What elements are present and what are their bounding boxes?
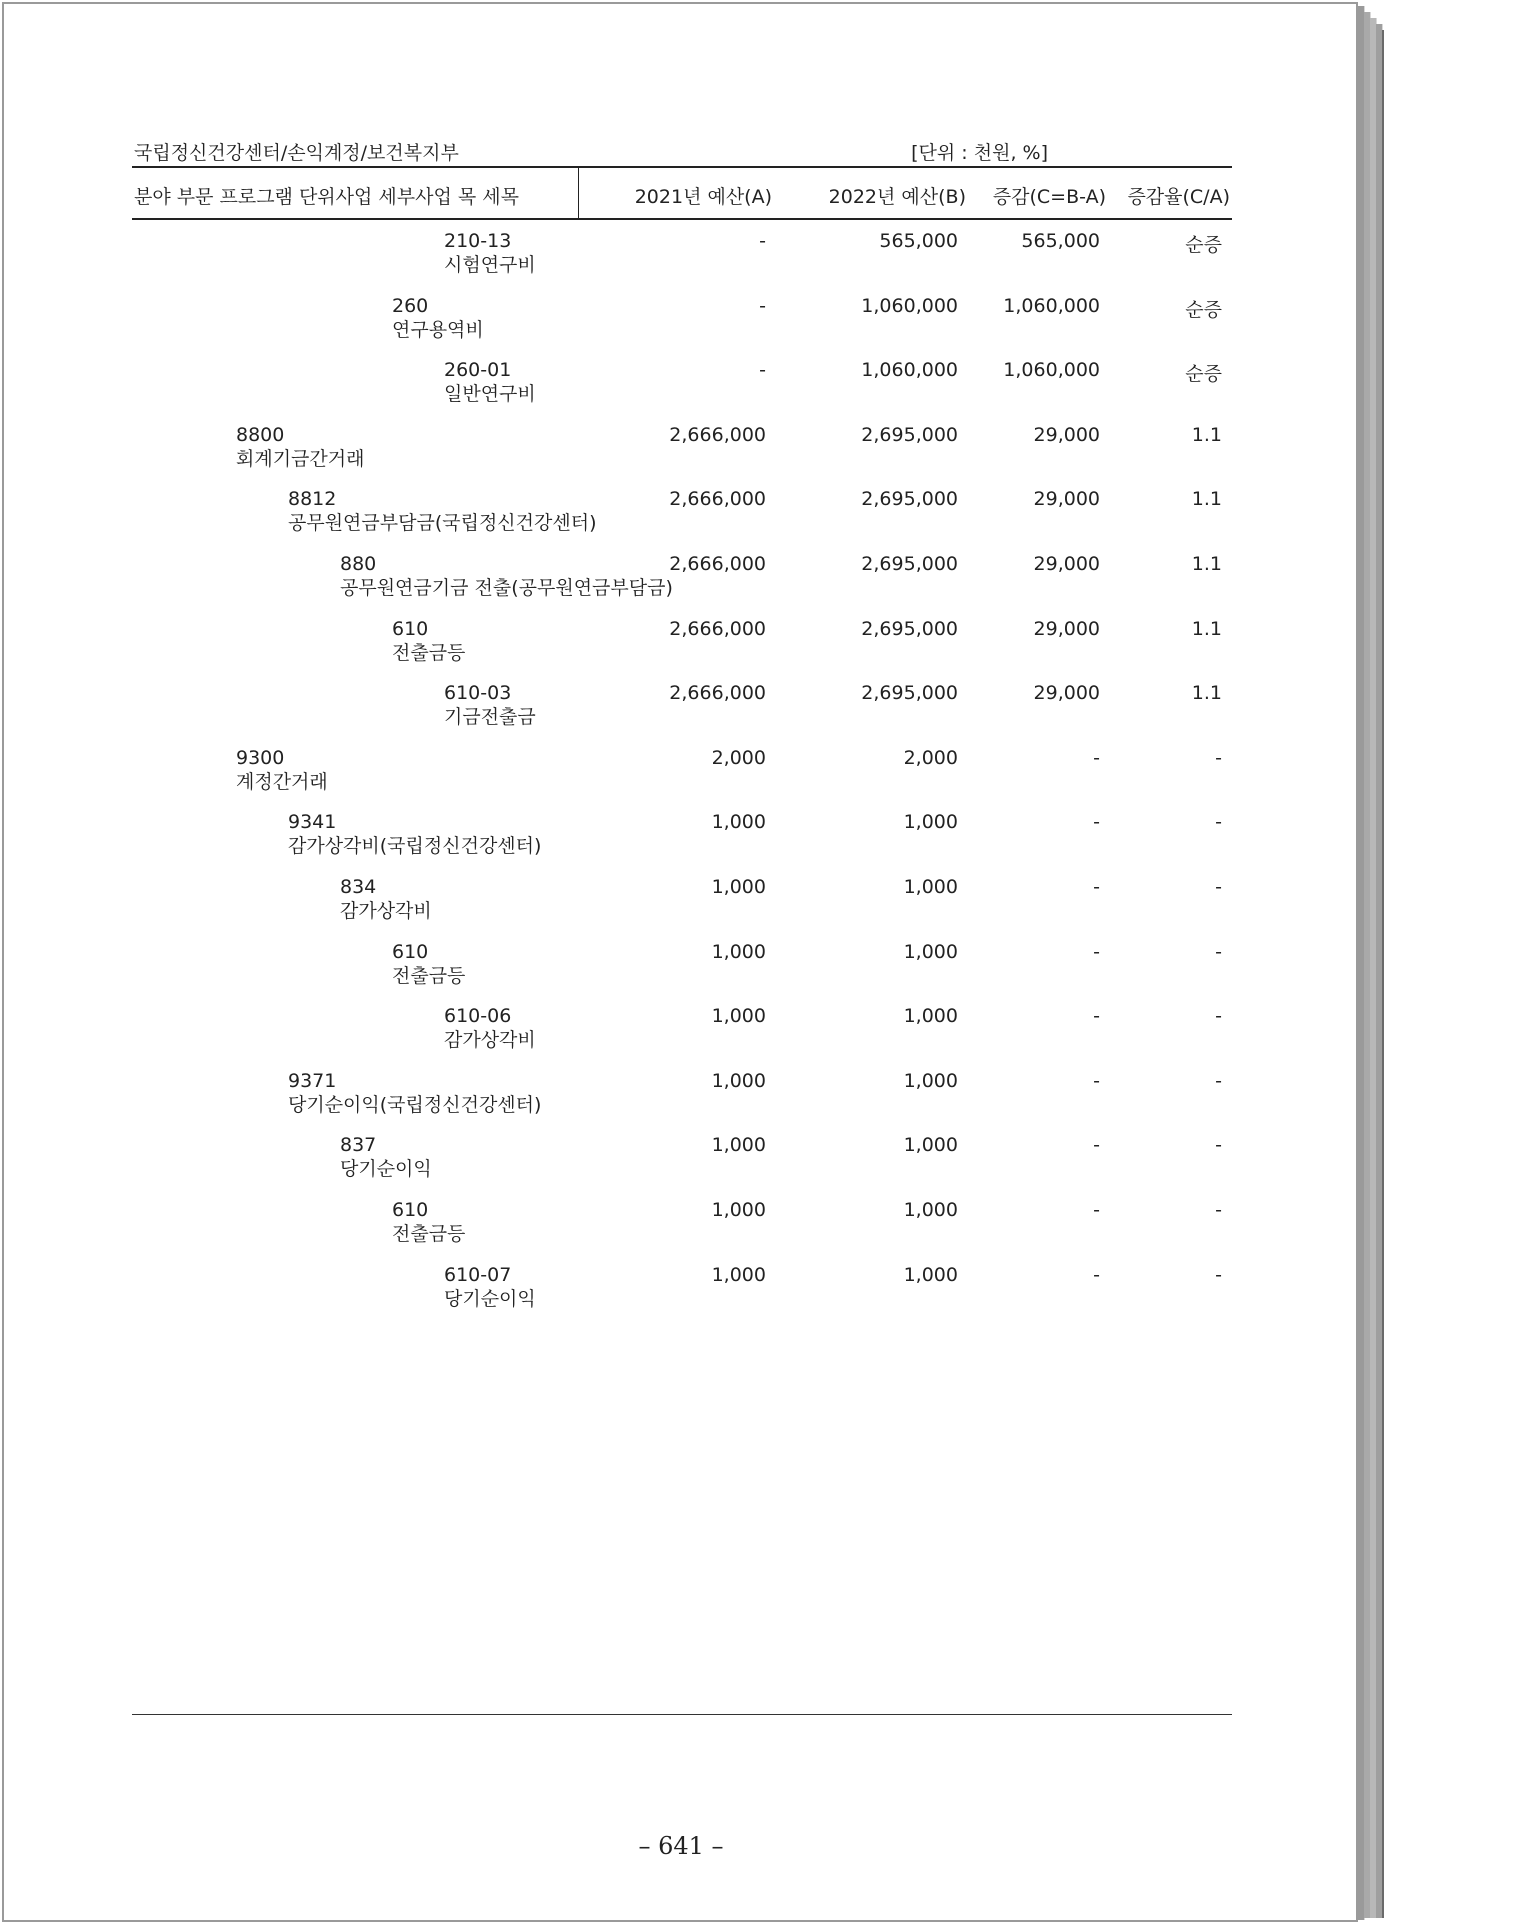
row-name: 계정간거래 xyxy=(236,770,328,793)
row-budget-2022: 2,000 xyxy=(903,746,958,769)
row-budget-2022: 2,695,000 xyxy=(861,682,958,705)
row-budget-2022: 1,060,000 xyxy=(861,359,958,382)
row-change: - xyxy=(1093,876,1100,898)
row-budget-2021: 1,000 xyxy=(711,1005,766,1028)
row-change: 29,000 xyxy=(1033,682,1100,705)
row-budget-2022: 1,000 xyxy=(903,1069,958,1092)
row-change-rate: - xyxy=(1215,746,1222,769)
row-budget-2021: 2,666,000 xyxy=(669,488,766,511)
page-stack-shadow xyxy=(1382,30,1384,1918)
row-budget-2022: 2,695,000 xyxy=(861,423,958,446)
row-budget-2022: 565,000 xyxy=(879,230,958,252)
page-number: – 641 – xyxy=(638,1832,724,1860)
row-change-rate: - xyxy=(1215,1263,1222,1286)
table-row xyxy=(4,553,1362,617)
row-name: 공무원연금부담금(국립정신건강센터) xyxy=(288,512,597,535)
row-name: 전출금등 xyxy=(392,1223,466,1245)
row-code: 260 xyxy=(392,294,429,317)
row-change-rate: - xyxy=(1215,1005,1222,1028)
row-change: 29,000 xyxy=(1033,423,1100,446)
document-title: 국립정신건강센터/손익계정/보건복지부 xyxy=(134,142,459,164)
row-name: 당기순이익(국립정신건강센터) xyxy=(288,1093,542,1116)
row-budget-2021: 1,000 xyxy=(711,1263,766,1286)
row-budget-2021: 2,000 xyxy=(711,746,766,769)
row-budget-2021: 1,000 xyxy=(711,876,766,898)
row-change-rate: 1.1 xyxy=(1191,553,1222,575)
row-change: - xyxy=(1093,1199,1100,1221)
row-budget-2022: 1,000 xyxy=(903,811,958,834)
unit-label: [단위 : 천원, %] xyxy=(911,142,1048,164)
row-change: 29,000 xyxy=(1033,553,1100,575)
row-budget-2021: - xyxy=(759,230,766,252)
row-change-rate: 순증 xyxy=(1185,298,1222,321)
document-sheet xyxy=(2,2,1358,1922)
table-row xyxy=(4,1264,1362,1328)
row-name: 공무원연금기금 전출(공무원연금부담금) xyxy=(340,577,673,599)
row-change: - xyxy=(1093,746,1100,769)
table-row xyxy=(4,941,1362,1005)
table-row xyxy=(4,230,1362,294)
row-change-rate: 1.1 xyxy=(1191,423,1222,446)
row-code: 610 xyxy=(392,1199,429,1221)
row-budget-2021: 1,000 xyxy=(711,811,766,834)
row-code: 610 xyxy=(392,617,429,640)
row-change-rate: 1.1 xyxy=(1191,488,1222,511)
row-name: 회계기금간거래 xyxy=(236,447,365,470)
table-header-rule xyxy=(132,218,1232,220)
table-row xyxy=(4,876,1362,940)
row-budget-2022: 1,060,000 xyxy=(861,294,958,317)
column-header-category: 분야 부문 프로그램 단위사업 세부사업 목 세목 xyxy=(134,186,519,208)
row-budget-2022: 1,000 xyxy=(903,1199,958,1221)
row-code: 9300 xyxy=(236,746,285,769)
row-change: - xyxy=(1093,1069,1100,1092)
row-code: 8812 xyxy=(288,488,337,511)
row-code: 9341 xyxy=(288,811,337,834)
row-change-rate: 1.1 xyxy=(1191,682,1222,705)
row-change-rate: - xyxy=(1215,940,1222,963)
row-change-rate: 순증 xyxy=(1185,363,1222,386)
table-row xyxy=(4,811,1362,875)
table-row xyxy=(4,1199,1362,1263)
table-row xyxy=(4,1005,1362,1069)
row-budget-2021: - xyxy=(759,294,766,317)
row-name: 전출금등 xyxy=(392,964,466,987)
column-header-budget-2021: 2021년 예산(A) xyxy=(634,186,772,208)
row-name: 감가상각비(국립정신건강센터) xyxy=(288,835,542,858)
table-row xyxy=(4,359,1362,423)
table-row xyxy=(4,747,1362,811)
row-code: 837 xyxy=(340,1134,377,1157)
header-column-divider xyxy=(578,167,579,218)
row-code: 8800 xyxy=(236,423,285,446)
row-change-rate: - xyxy=(1215,1199,1222,1221)
row-change: 29,000 xyxy=(1033,617,1100,640)
row-change: - xyxy=(1093,1005,1100,1028)
column-header-change: 증감(C=B-A) xyxy=(992,186,1106,208)
row-name: 감가상각비 xyxy=(340,900,432,922)
row-budget-2022: 2,695,000 xyxy=(861,553,958,575)
row-name: 감가상각비 xyxy=(444,1029,536,1052)
row-code: 610-03 xyxy=(444,682,512,705)
row-change-rate: - xyxy=(1215,1069,1222,1092)
table-row xyxy=(4,488,1362,552)
row-budget-2021: 2,666,000 xyxy=(669,423,766,446)
row-code: 260-01 xyxy=(444,359,512,382)
table-row xyxy=(4,424,1362,488)
row-name: 시험연구비 xyxy=(444,254,536,276)
row-change-rate: - xyxy=(1215,1134,1222,1157)
table-row xyxy=(4,682,1362,746)
row-name: 당기순이익 xyxy=(444,1287,536,1310)
row-budget-2022: 1,000 xyxy=(903,876,958,898)
row-code: 880 xyxy=(340,553,377,575)
row-budget-2021: 1,000 xyxy=(711,940,766,963)
row-change-rate: - xyxy=(1215,876,1222,898)
row-code: 9371 xyxy=(288,1069,337,1092)
row-change: 1,060,000 xyxy=(1003,359,1100,382)
row-change-rate: 1.1 xyxy=(1191,617,1222,640)
row-change: 565,000 xyxy=(1021,230,1100,252)
row-budget-2022: 2,695,000 xyxy=(861,617,958,640)
table-row xyxy=(4,295,1362,359)
row-budget-2022: 1,000 xyxy=(903,1263,958,1286)
column-header-budget-2022: 2022년 예산(B) xyxy=(828,186,966,208)
row-budget-2021: 2,666,000 xyxy=(669,553,766,575)
row-budget-2022: 1,000 xyxy=(903,940,958,963)
row-budget-2022: 1,000 xyxy=(903,1134,958,1157)
row-budget-2022: 2,695,000 xyxy=(861,488,958,511)
row-change: - xyxy=(1093,1263,1100,1286)
row-budget-2021: 2,666,000 xyxy=(669,617,766,640)
table-row xyxy=(4,1134,1362,1198)
row-change-rate: - xyxy=(1215,811,1222,834)
row-code: 834 xyxy=(340,876,377,898)
row-budget-2021: - xyxy=(759,359,766,382)
row-change-rate: 순증 xyxy=(1185,234,1222,256)
row-budget-2021: 1,000 xyxy=(711,1069,766,1092)
row-budget-2021: 2,666,000 xyxy=(669,682,766,705)
row-budget-2021: 1,000 xyxy=(711,1199,766,1221)
row-change: 29,000 xyxy=(1033,488,1100,511)
row-budget-2021: 1,000 xyxy=(711,1134,766,1157)
table-row xyxy=(4,1070,1362,1134)
row-name: 일반연구비 xyxy=(444,383,536,406)
row-budget-2022: 1,000 xyxy=(903,1005,958,1028)
row-name: 기금전출금 xyxy=(444,706,536,729)
column-header-change-rate: 증감율(C/A) xyxy=(1127,186,1230,208)
row-code: 610-06 xyxy=(444,1005,512,1028)
row-name: 연구용역비 xyxy=(392,318,484,341)
page-bottom-rule xyxy=(132,1714,1232,1715)
row-code: 610-07 xyxy=(444,1263,512,1286)
row-change: 1,060,000 xyxy=(1003,294,1100,317)
row-change: - xyxy=(1093,1134,1100,1157)
row-code: 610 xyxy=(392,940,429,963)
row-change: - xyxy=(1093,811,1100,834)
row-change: - xyxy=(1093,940,1100,963)
table-top-rule xyxy=(132,166,1232,168)
row-code: 210-13 xyxy=(444,230,512,252)
row-name: 전출금등 xyxy=(392,641,466,664)
table-row xyxy=(4,618,1362,682)
row-name: 당기순이익 xyxy=(340,1158,432,1181)
